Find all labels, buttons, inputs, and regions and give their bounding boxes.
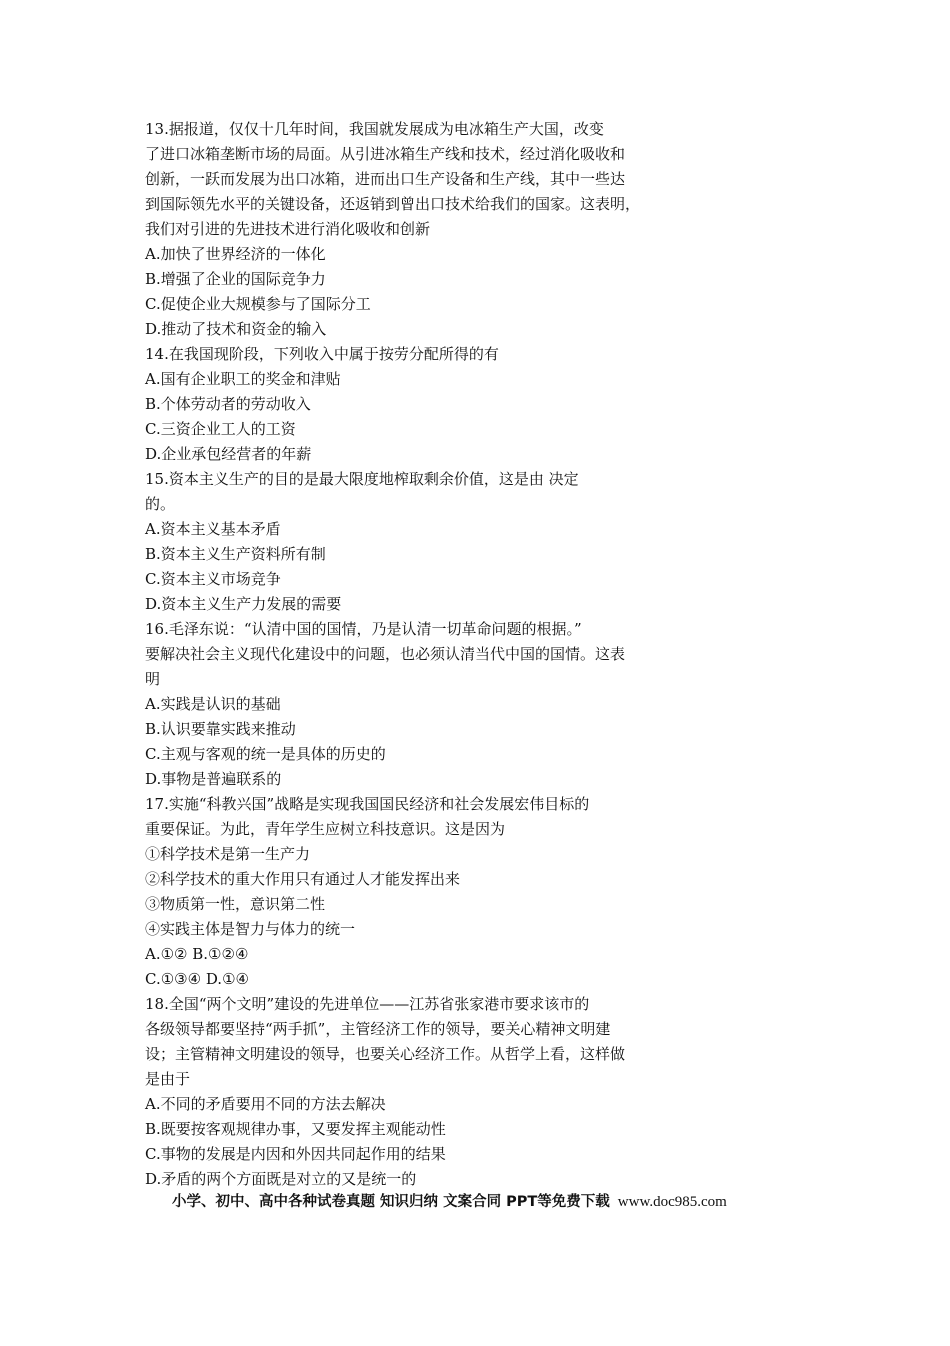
footer-banner-text: 小学、初中、高中各种试卷真题 知识归纳 文案合同 PPT等免费下载	[172, 1194, 610, 1210]
text-line: 14.在我国现阶段，下列收入中属于按劳分配所得的有	[145, 345, 499, 363]
option-line: D.资本主义生产力发展的需要	[145, 595, 342, 613]
text-line: 16.毛泽东说：“认清中国的国情，乃是认清一切革命问题的根据。”	[145, 620, 582, 638]
statement-line: ②科学技术的重大作用只有通过人才能发挥出来	[145, 870, 461, 888]
text-line: 是由于	[145, 1070, 191, 1088]
text-line: 要解决社会主义现代化建设中的问题，也必须认清当代中国的国情。这表	[145, 645, 626, 663]
text-line: 设；主管精神文明建设的领导，也要关心经济工作。从哲学上看，这样做	[145, 1045, 626, 1063]
text-line: 了进口冰箱垄断市场的局面。从引进冰箱生产线和技术，经过消化吸收和	[145, 145, 626, 163]
option-line: A.实践是认识的基础	[145, 695, 281, 713]
option-line: C.主观与客观的统一是具体的历史的	[145, 745, 386, 763]
text-line: 的。	[145, 495, 176, 513]
text-line: 到国际领先水平的关键设备，还返销到曾出口技术给我们的国家。这表明，	[145, 195, 641, 213]
option-line: A.国有企业职工的奖金和津贴	[145, 370, 341, 388]
statement-line: ①科学技术是第一生产力	[145, 845, 311, 863]
option-line: C.资本主义市场竞争	[145, 570, 281, 588]
text-line: 17.实施“科教兴国”战略是实现我国国民经济和社会发展宏伟目标的	[145, 795, 590, 813]
option-line: B.个体劳动者的劳动收入	[145, 395, 311, 413]
option-line: C.事物的发展是内因和外因共同起作用的结果	[145, 1145, 446, 1163]
footer-site-url[interactable]: www.doc985.com	[617, 1194, 727, 1210]
option-line: A.资本主义基本矛盾	[145, 520, 281, 538]
text-line: 我们对引进的先进技术进行消化吸收和创新	[145, 220, 431, 238]
option-line: C.①③④ D.①④	[145, 970, 249, 988]
option-line: D.企业承包经营者的年薪	[145, 445, 312, 463]
option-line: B.增强了企业的国际竞争力	[145, 270, 326, 288]
option-line: B.认识要靠实践来推动	[145, 720, 296, 738]
text-line: 13.据报道，仅仅十几年时间，我国就发展成为电冰箱生产大国，改变	[145, 120, 604, 138]
option-line: C.三资企业工人的工资	[145, 420, 296, 438]
option-line: B.既要按客观规律办事，又要发挥主观能动性	[145, 1120, 446, 1138]
text-line: 明	[145, 670, 161, 688]
question-text-block	[145, 117, 705, 1192]
option-line: A.①② B.①②④	[145, 945, 249, 963]
statement-line: ④实践主体是智力与体力的统一	[145, 920, 356, 938]
text-line: 重要保证。为此，青年学生应树立科技意识。这是因为	[145, 820, 506, 838]
option-line: D.矛盾的两个方面既是对立的又是统一的	[145, 1170, 417, 1188]
text-line: 15.资本主义生产的目的是最大限度地榨取剩余价值，这是由 决定	[145, 470, 579, 488]
option-line: D.推动了技术和资金的输入	[145, 320, 327, 338]
option-line: A.不同的矛盾要用不同的方法去解决	[145, 1095, 386, 1113]
option-line: B.资本主义生产资料所有制	[145, 545, 326, 563]
option-line: A.加快了世界经济的一体化	[145, 245, 326, 263]
text-line: 创新，一跃而发展为出口冰箱，进而出口生产设备和生产线，其中一些达	[145, 170, 626, 188]
option-line: D.事物是普遍联系的	[145, 770, 282, 788]
footer-banner	[172, 1189, 727, 1214]
text-line: 各级领导都要坚持“两手抓”，主管经济工作的领导，要关心精神文明建	[145, 1020, 611, 1038]
statement-line: ③物质第一性，意识第二性	[145, 895, 326, 913]
text-line: 18.全国“两个文明”建设的先进单位——江苏省张家港市要求该市的	[145, 995, 590, 1013]
option-line: C.促使企业大规模参与了国际分工	[145, 295, 371, 313]
